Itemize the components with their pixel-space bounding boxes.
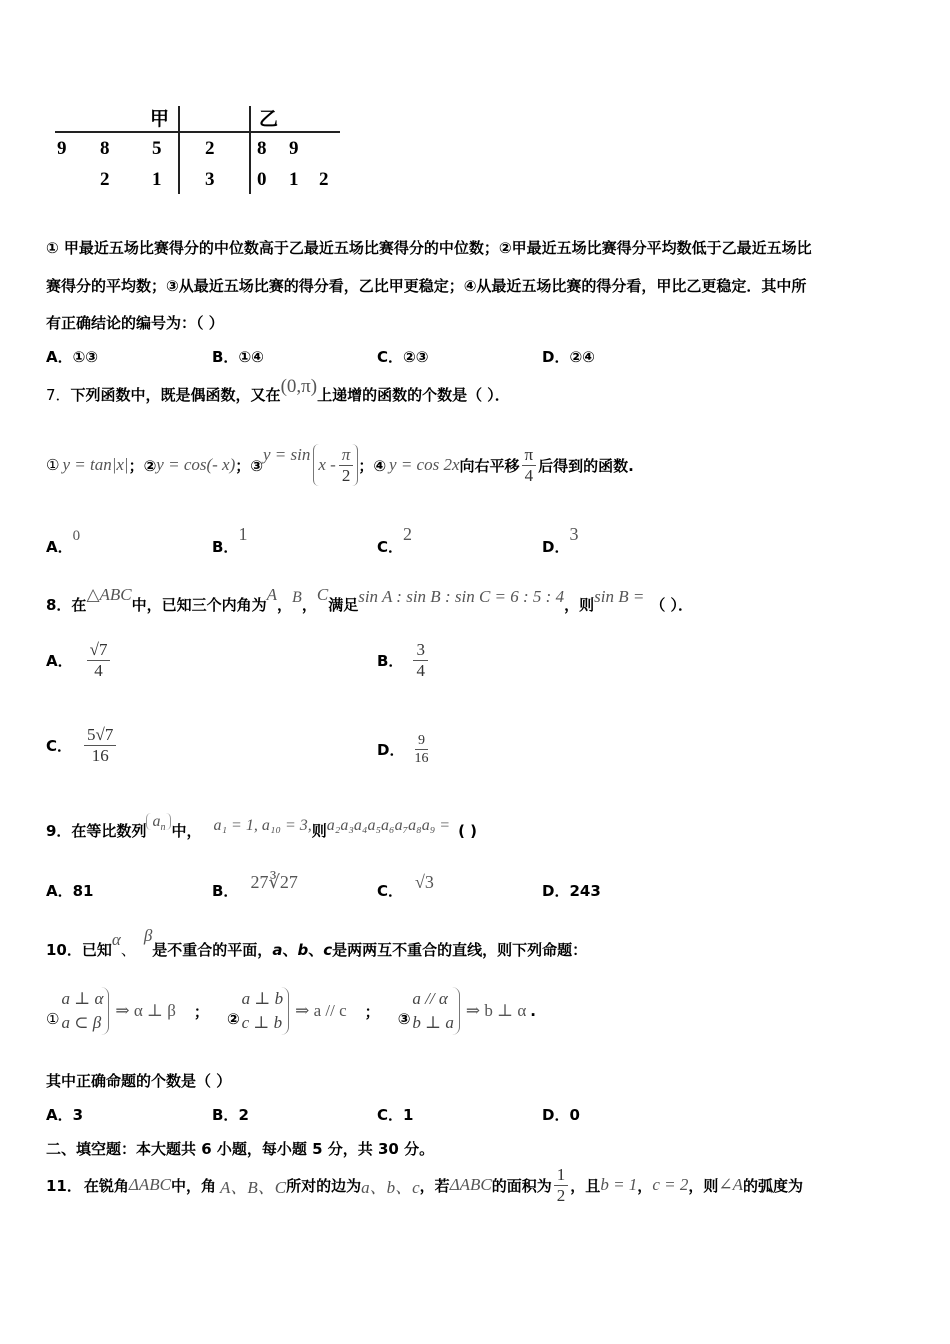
leaf-cell: 2 (100, 169, 110, 190)
q9-stem: 9．在等比数列$a_n$ 中， a₁ = 1, a₁₀ = 3,则a₂a₃a₄a₅a₆a₇a₈a₉ = ( ) (46, 813, 477, 840)
leaf-cell: 1 (152, 169, 162, 190)
table-vline-right (249, 106, 251, 194)
section-title: 二、填空题：本大题共 6 小题，每小题 5 分，共 30 分。 (46, 1140, 435, 1158)
leaf-cell: 9 (289, 138, 299, 159)
q9-option-c[interactable]: C． √3 (377, 872, 434, 900)
q10-option-a[interactable]: A．3 (46, 1106, 84, 1124)
q10-option-b[interactable]: B．2 (212, 1106, 249, 1124)
q8-option-a[interactable]: A． $\frac{√7}{4}$ (46, 640, 110, 681)
leaf-cell: 2 (319, 169, 329, 190)
leaf-cell: 9 (57, 138, 67, 159)
table-hline (55, 131, 340, 133)
q8-option-c[interactable]: C． $\frac{5√7}{16}$ (46, 725, 116, 766)
q7-stem: 7．下列函数中，既是偶函数，又在(0,π)上递增的函数的个数是（ ）． (46, 376, 510, 404)
q7-option-a[interactable]: A．0 (46, 528, 81, 556)
q8-option-b[interactable]: B． $\frac{3}{4}$ (377, 640, 428, 681)
q9-option-a[interactable]: A．81 (46, 882, 94, 900)
stem-cell: 3 (205, 169, 215, 190)
leaf-cell: 1 (289, 169, 299, 190)
stem-cell: 2 (205, 138, 215, 159)
q7-functions: ① y = tan|x| ；② y = cos(- x) ；③ y = sin x - $\frac{\pi}{2}$ ；④ y = cos 2x 向右平移 $\frac{\pi}{4}$ 后得到的函数. (46, 444, 634, 485)
q10-stem: 10．已知α、β是不重合的平面，a、b、c是两两互不重合的直线，则下列命题： (46, 926, 588, 959)
q6-option-a[interactable]: A．①③ (46, 348, 99, 366)
q6-option-d[interactable]: D．②④ (542, 348, 595, 366)
q6-line3: 有正确结论的编号为：（ ） (46, 314, 224, 332)
leaf-cell: 5 (152, 138, 162, 159)
leaf-cell: 0 (257, 169, 267, 190)
q6-option-b[interactable]: B．①④ (212, 348, 264, 366)
q9-option-d[interactable]: D．243 (542, 882, 601, 900)
q6-option-c[interactable]: C．②③ (377, 348, 429, 366)
q7-option-c[interactable]: C．2 (377, 524, 413, 556)
q10-option-d[interactable]: D．0 (542, 1106, 580, 1124)
table-vline-left (178, 106, 180, 194)
q9-option-b[interactable]: B． 27∛27 (212, 872, 298, 900)
q6-line1: ① 甲最近五场比赛得分的中位数高于乙最近五场比赛得分的中位数；②甲最近五场比赛得分平均数低于乙最近五场比 (46, 239, 812, 257)
q10-option-c[interactable]: C．1 (377, 1106, 414, 1124)
q7-option-b[interactable]: B．1 (212, 524, 248, 556)
header-jia: 甲 (150, 109, 170, 130)
leaf-cell: 8 (257, 138, 267, 159)
q8-stem: 8．在△ABC中，已知三个内角为A，B，C满足sin A : sin B : sin C = 6 : 5 : 4，则sin B = （ ）． (46, 585, 694, 614)
q10-ask: 其中正确命题的个数是（ ） (46, 1072, 232, 1090)
header-yi: 乙 (259, 109, 279, 130)
q8-option-d[interactable]: D． $\frac{9}{16}$ (377, 733, 429, 766)
q10-propositions: ① a ⊥ α a ⊂ β ⇒ α ⊥ β ； ② a ⊥ b c ⊥ b ⇒ a // c ； ③ a // α b ⊥ a ⇒ b ⊥ α . (46, 984, 536, 1038)
leaf-cell: 8 (100, 138, 110, 159)
q11-stem: 11． 在锐角 ΔABC 中，角 A、B、C 所对的边为 a、b、c ，若 ΔABC 的面积为 $\frac{1}{2}$ ，且 b = 1 ， c = 2 ，则 ∠A 的弧度为 (46, 1164, 804, 1205)
q7-option-d[interactable]: D．3 (542, 524, 579, 556)
q6-line2: 赛得分的平均数；③从最近五场比赛的得分看，乙比甲更稳定；④从最近五场比赛的得分看，甲比乙更稳定．其中所 (46, 277, 807, 295)
